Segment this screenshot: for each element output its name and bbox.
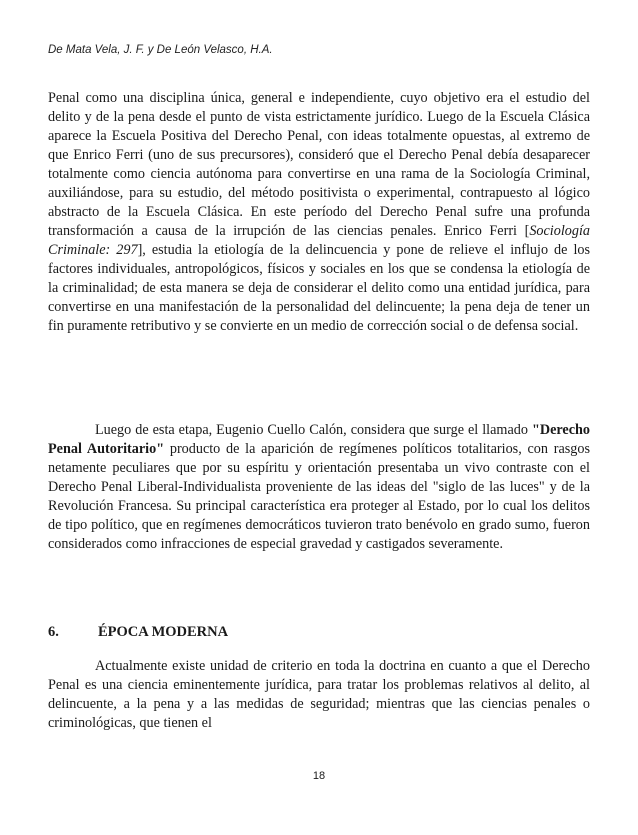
section-number: 6. xyxy=(48,624,59,640)
paragraph-text: ], estudia la etiología de la delincuencia y pone de relieve el influjo de los factores individuales, antropológicos, físicos y sociales en los que se condensa la etiología de la criminalidad; de esta manera se deja de considerar el delito como una entidad jurídica, para convertirse en una manifestación de la personalidad del delincuente; la pena deja de tener un fin puramente retributivo y se convierte en un medio de corrección social o de defensa social. xyxy=(48,242,591,334)
paragraph-text: Luego de esta etapa, Eugenio Cuello Calón, considera que surge el llamado xyxy=(95,422,532,438)
running-header: De Mata Vela, J. F. y De León Velasco, H.A. xyxy=(48,44,273,56)
paragraph-modern-era: Actualmente existe unidad de criterio en toda la doctrina en cuanto a que el Derecho Penal es una ciencia eminentemente jurídica, para tratar los problemas relativos al delito, al delincuente, a la pena y a las medidas de seguridad; mientras que las ciencias penales o criminológicas, que tienen el xyxy=(48,658,590,731)
bold-term: "Derecho Penal Autoritario" xyxy=(48,422,590,457)
paragraph-text: Penal como una disciplina única, general e independiente, cuyo objetivo era el estudio del delito y de la pena desde el punto de vista estrictamente jurídico. Luego de la Escuela Clásica aparece la Escuela Positiva del Derecho Penal, con ideas totalmente opuestas, al extremo de que Enrico Ferri (uno de sus precursores), consideró que el Derecho Penal debía desaparecer totalmente como ciencia autónoma para convertirse en una rama de la Sociología Criminal, auxiliándose, para su estudio, del método positivista o experimental, contrapuesto al lógico abstracto de la Escuela Clásica. En este período del Derecho Penal sufre una profunda transformación a causa de la irrupción de las ciencias penales. Enrico Ferri [ xyxy=(48,90,590,239)
citation: Sociología Criminale: 297 xyxy=(48,223,590,258)
page-number: 18 xyxy=(312,770,326,782)
section-title: ÉPOCA MODERNA xyxy=(98,624,229,640)
section-heading xyxy=(48,624,228,641)
paragraph-authoritarian-law xyxy=(48,421,590,554)
paragraph-text: producto de la aparición de regímenes políticos totalitarios, con rasgos netamente peculiares que por su espíritu y orientación presentaba un vivo contraste con el Derecho Penal Liberal-Individualista proveniente de las ideas del "siglo de las luces" y de la Revolución Francesa. Su principal característica era proteger al Estado, por lo cual los delitos de tipo político, que en regímenes democráticos tuvieron trato benévolo en grado sumo, fueron considerados como infracciones de especial gravedad y castigados severamente. xyxy=(48,441,590,552)
paragraph-positive-school xyxy=(48,89,590,336)
